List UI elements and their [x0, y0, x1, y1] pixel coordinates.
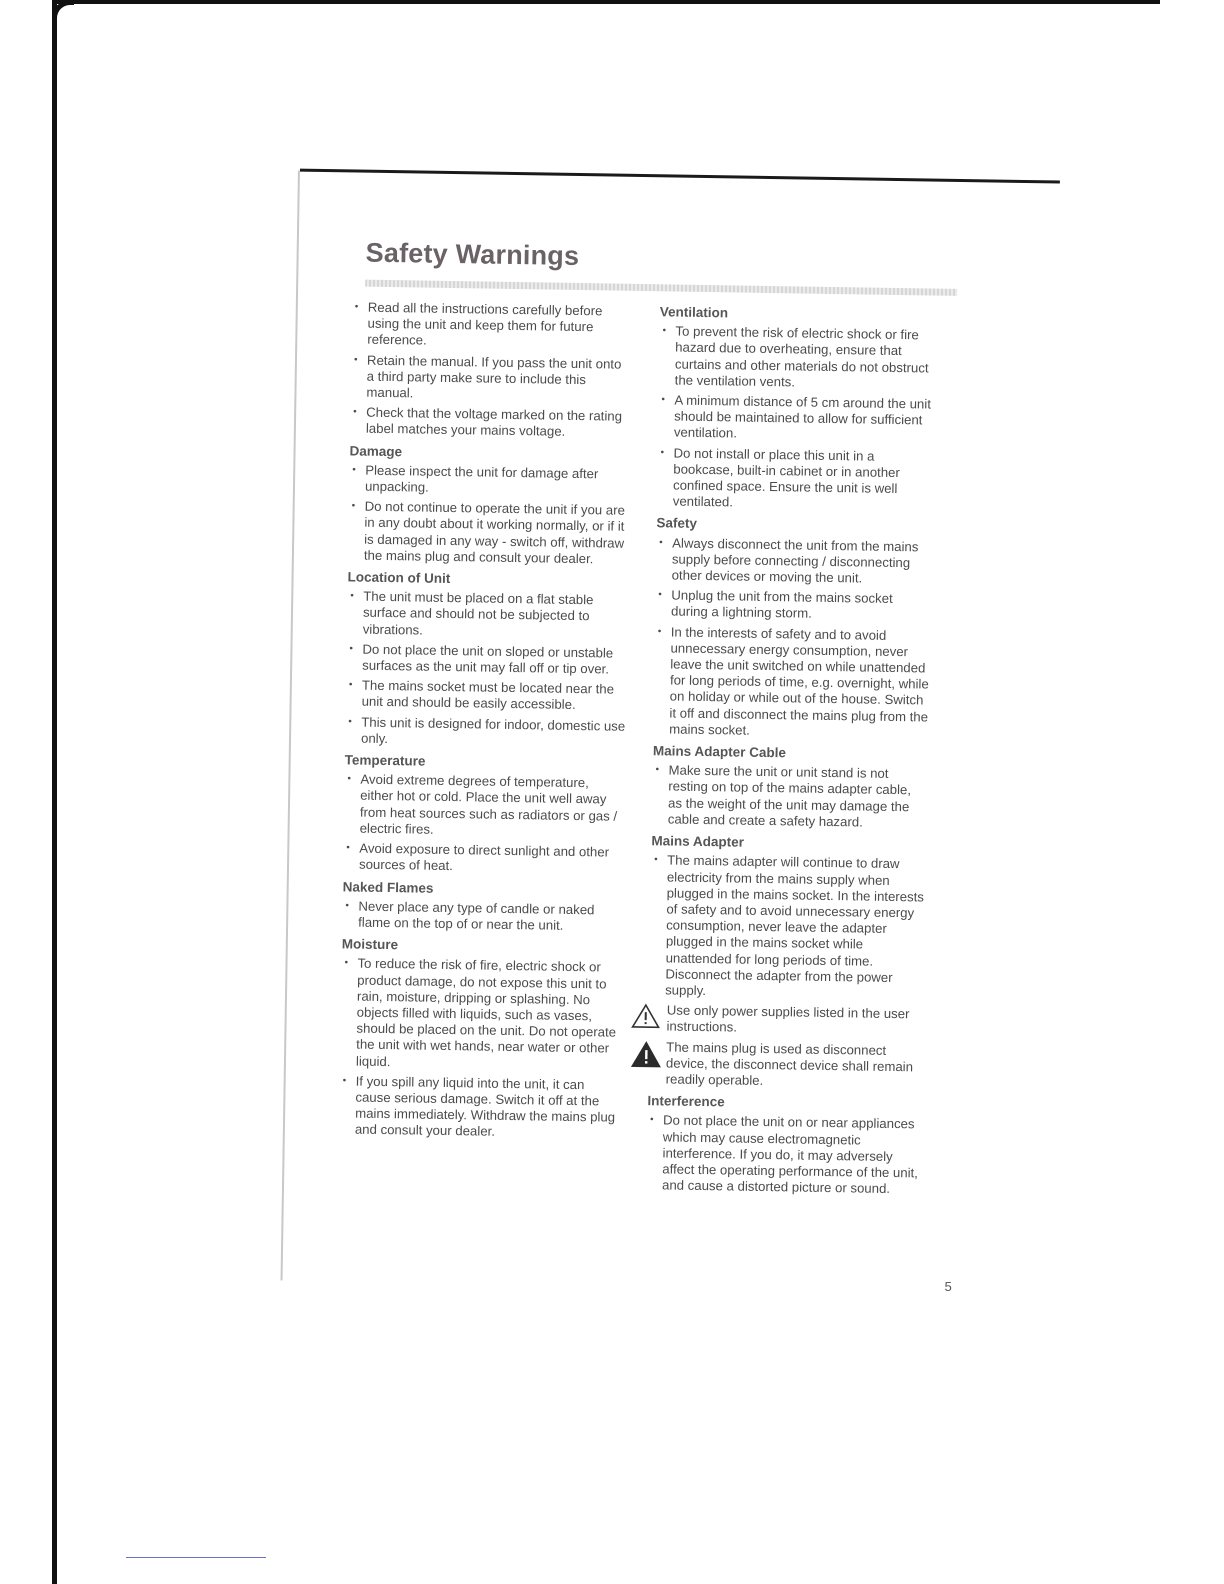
ventilation-list	[657, 323, 935, 514]
list-item: • Do not continue to operate the unit if you are in any doubt about it working normally, or if it is damaged in any way - switch off, withdraw the mains plug and consult your dealer.	[348, 499, 629, 568]
list-item: • In the interests of safety and to avoid unnecessary energy consumption, never leave the unit switched on while unattended for long periods of time, e.g. overnight, while on holiday or while out of the house. Switch it off and disconnect the mains plug from the mains socket.	[653, 624, 930, 742]
list-item: • Check that the voltage marked on the rating label matches your mains voltage.	[350, 405, 630, 442]
page-number: 5	[944, 1278, 952, 1294]
list-item: • Unplug the unit from the mains socket during a lightning storm.	[655, 587, 930, 624]
manual-page	[244, 168, 1032, 1315]
warning-triangle-outline-icon	[630, 1003, 664, 1034]
list-item: • Always disconnect the unit from the mains supply before connecting / disconnecting other devices or moving the unit.	[656, 535, 932, 588]
warning-outline-row	[630, 1002, 923, 1039]
list-item: • Make sure the unit or unit stand is not resting on top of the mains adapter cable, as the weight of the unit may damage the cable and create a safety hazard.	[652, 762, 928, 831]
naked-flames-list	[342, 898, 622, 935]
safety-list	[653, 535, 931, 742]
list-item: • Do not place the unit on sloped or unstable surfaces as the unit may fall off or tip over.	[346, 641, 626, 678]
mains-adapter-cable-list	[652, 762, 928, 831]
scan-border-left	[52, 0, 57, 1584]
list-item: • Never place any type of candle or naked flame on the top of or near the unit.	[342, 898, 622, 935]
list-item: • To prevent the risk of electric shock or fire hazard due to overheating, ensure that curtains and other materials do not obstruct the ventilation vents.	[659, 323, 935, 392]
section-heading-temperature: Temperature	[344, 752, 426, 769]
list-item: • Retain the manual. If you pass the unit onto a third party make sure to include this manual.	[350, 352, 631, 405]
list-item: • The mains socket must be located near the unit and should be easily accessible.	[345, 678, 625, 715]
temperature-list	[343, 772, 625, 878]
section-heading-safety: Safety	[656, 515, 698, 532]
list-item: • Do not place the unit on or near appliances which may cause electromagnetic interference. If you do, it may adversely affect the operating performance of the unit, and cause a distorted picture or sound.	[646, 1113, 922, 1198]
section-heading-interference: Interference	[647, 1093, 725, 1110]
intro-list	[350, 299, 632, 441]
section-heading-naked-flames: Naked Flames	[342, 878, 434, 896]
moisture-list	[339, 956, 622, 1143]
list-item: • Read all the instructions carefully before using the unit and keep them for future reference.	[351, 299, 632, 352]
list-item: • The unit must be placed on a flat stable surface and should not be subjected to vibrations.	[347, 589, 628, 642]
scan-border-top	[55, 0, 1160, 4]
page-left-edge	[281, 171, 300, 1281]
warning-filled-text: The mains plug is used as disconnect device, the disconnect device shall remain readily operable.	[665, 1038, 914, 1088]
list-item: • Avoid exposure to direct sunlight and other sources of heat.	[343, 840, 623, 877]
title-underline	[365, 280, 957, 296]
section-heading-damage: Damage	[349, 443, 403, 459]
warning-outline-text: Use only power supplies listed in the user instructions.	[666, 1002, 910, 1035]
location-list	[345, 589, 627, 751]
section-heading-moisture: Moisture	[341, 936, 399, 953]
list-item: • This unit is designed for indoor, domestic use only.	[345, 714, 625, 751]
page-title: Safety Warnings	[365, 237, 580, 271]
warning-triangle-filled-icon	[630, 1039, 665, 1072]
section-heading-location: Location of Unit	[347, 569, 451, 587]
section-heading-mains-adapter: Mains Adapter	[651, 833, 745, 850]
footer-rule	[126, 1557, 266, 1558]
list-item: • If you spill any liquid into the unit, it can cause serious damage. Switch it off at the mains immediately. Withdraw the mains plug and consult your dealer.	[339, 1073, 620, 1142]
interference-list	[646, 1113, 922, 1198]
warning-filled-row	[630, 1038, 924, 1091]
list-item: • Please inspect the unit for damage after unpacking.	[349, 462, 629, 499]
right-column	[646, 304, 935, 1202]
list-item: • To reduce the risk of fire, electric shock or product damage, do not expose this unit to rain, moisture, dripping or splashing. No objects filled with liquids, such as vases, should be placed on the unit. Do not operate the unit with wet hands, near water or other liquid.	[340, 956, 622, 1074]
damage-list	[348, 462, 630, 568]
mains-adapter-list	[649, 852, 926, 1002]
page-top-edge	[300, 169, 1060, 184]
section-heading-mains-adapter-cable: Mains Adapter Cable	[652, 743, 787, 761]
list-item: • A minimum distance of 5 cm around the unit should be maintained to allow for sufficient ventilation.	[658, 392, 934, 445]
list-item: • The mains adapter will continue to draw electricity from the mains supply when plugged in the mains socket. In the interests of safety and to avoid unnecessary energy consumption, never leave the adapter plugged in the mains socket while unattended for long periods of time. Disconnect the adapter from the power supply.	[649, 852, 926, 1002]
section-heading-ventilation: Ventilation	[659, 304, 729, 321]
left-column	[339, 299, 632, 1146]
list-item: • Do not install or place this unit in a bookcase, built-in cabinet or in another confined space. Ensure the unit is well ventilated.	[657, 445, 933, 514]
list-item: • Avoid extreme degrees of temperature, either hot or cold. Place the unit well away from heat sources such as radiators or gas / electric fires.	[344, 772, 625, 841]
